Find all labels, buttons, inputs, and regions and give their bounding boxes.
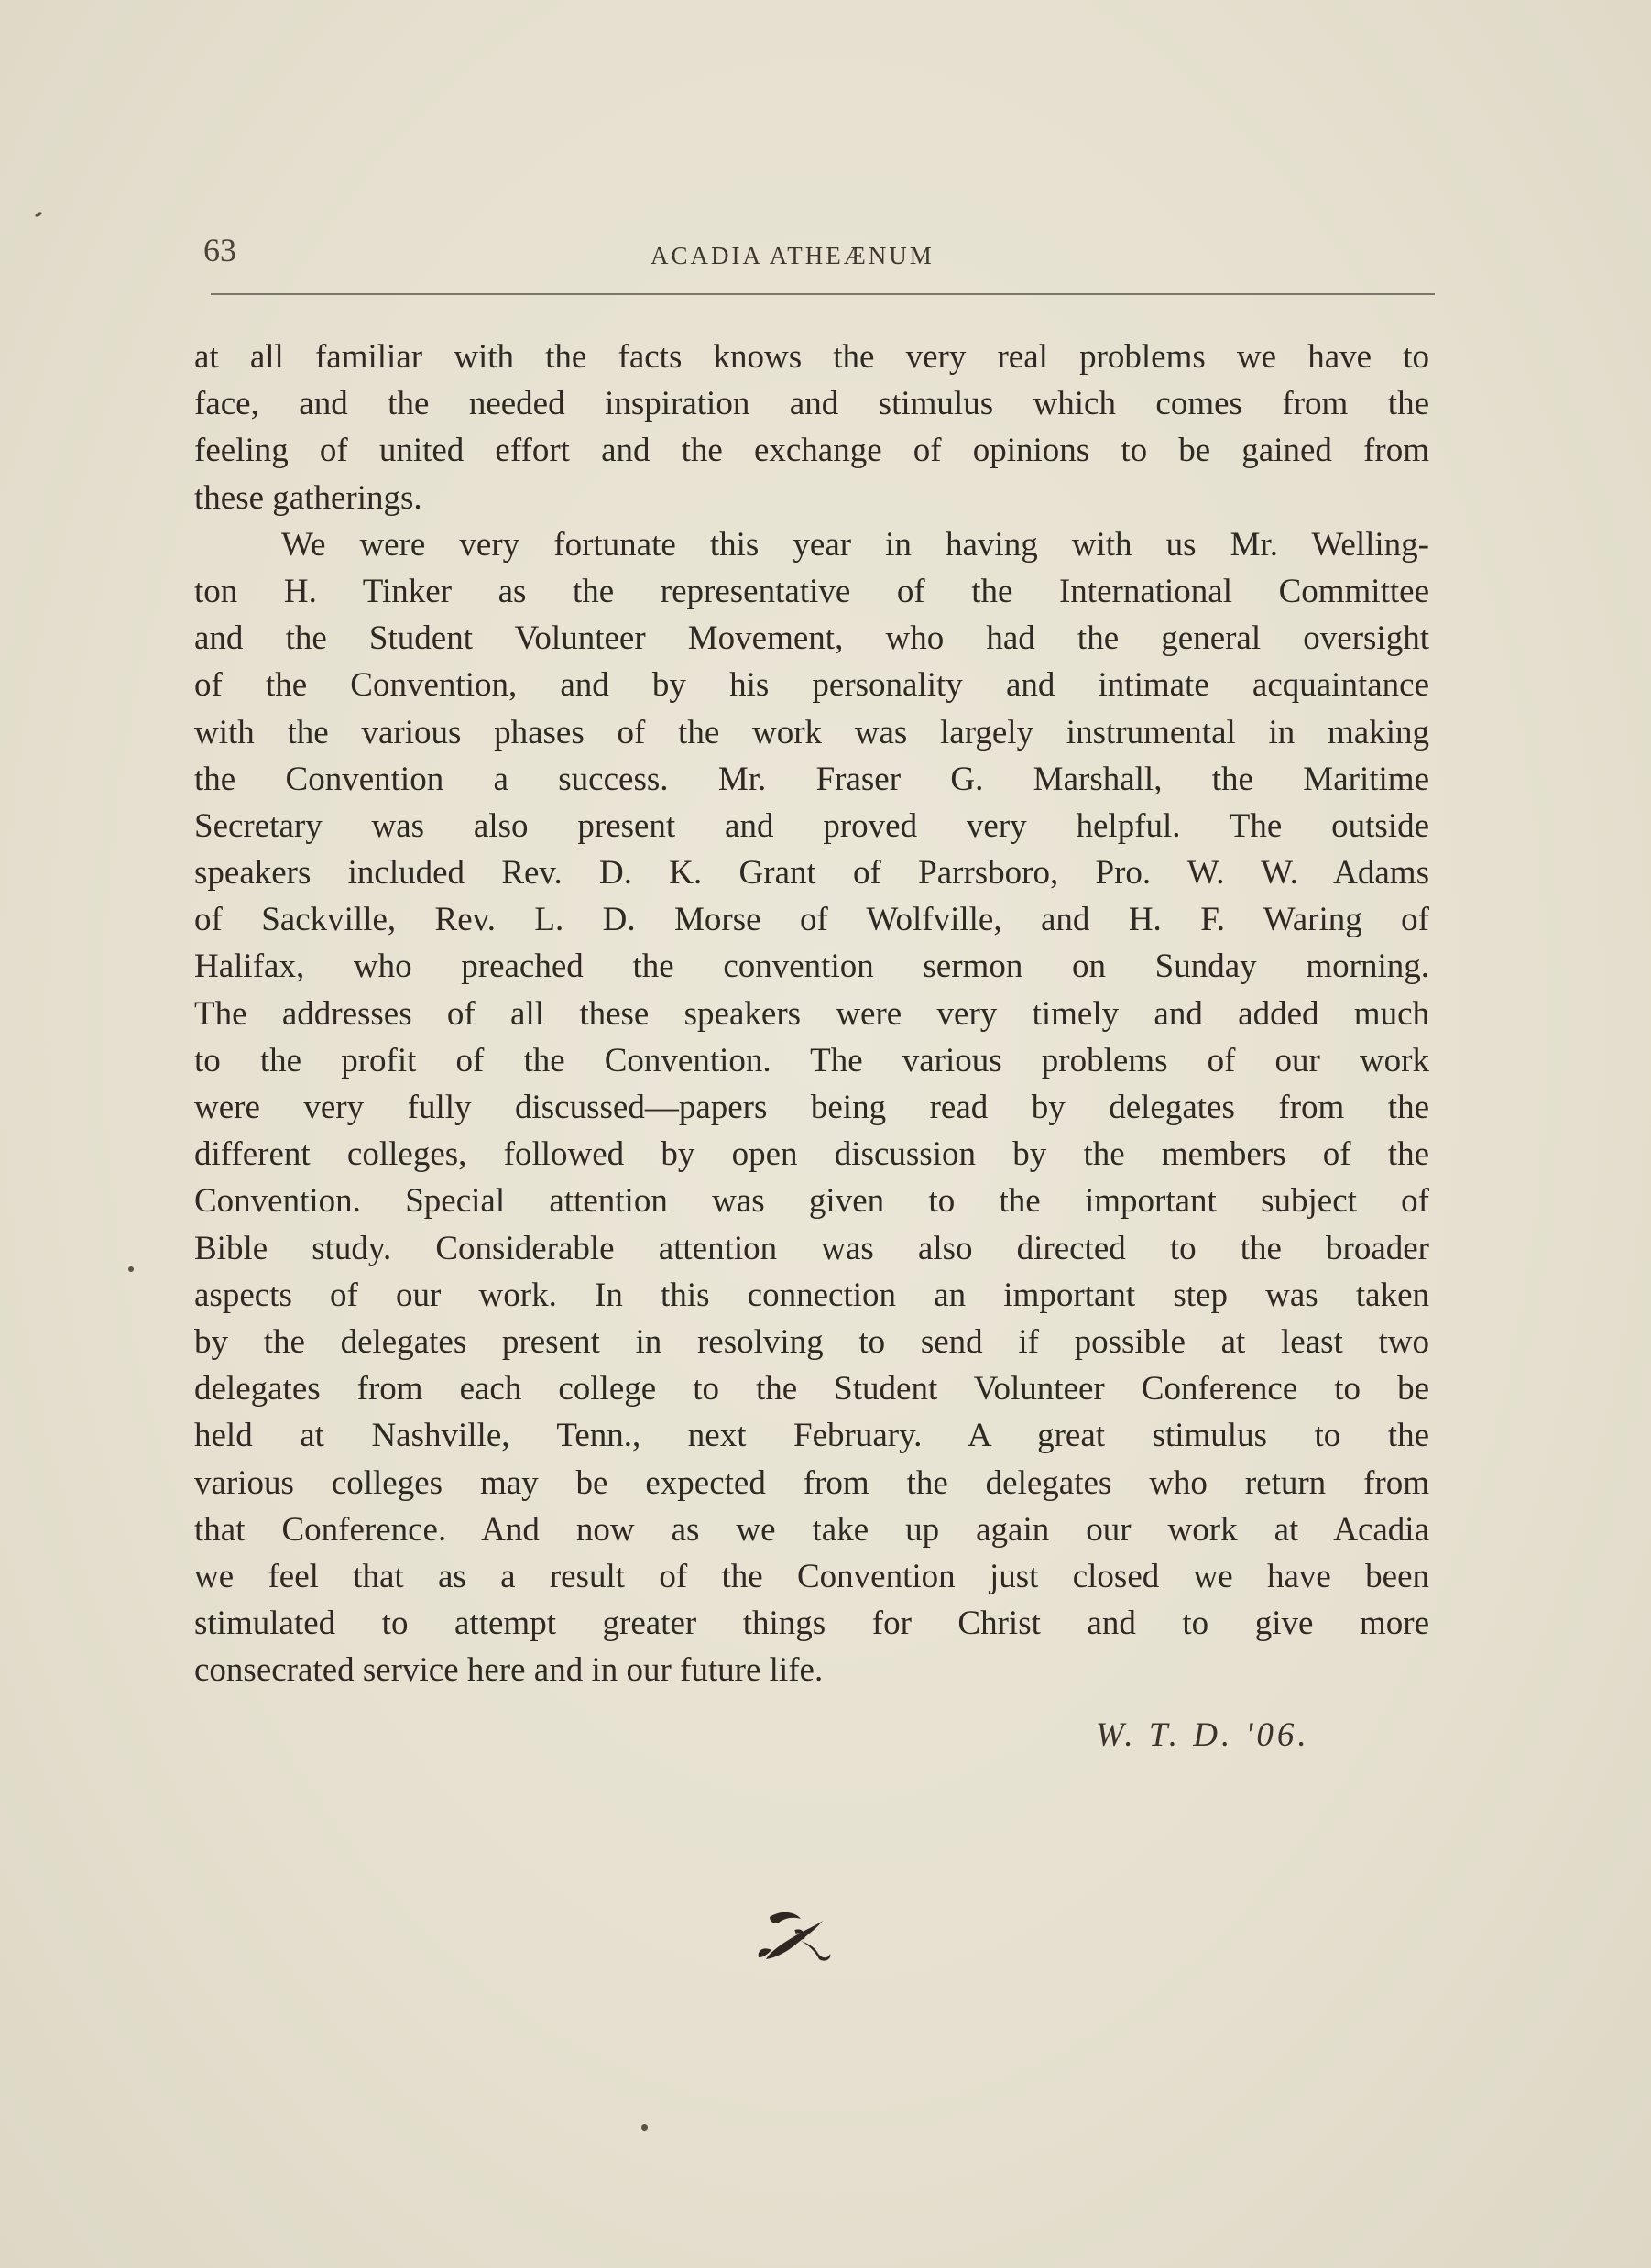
text-line: Secretary was also present and proved very helpful. The outside xyxy=(194,806,1429,845)
text-line: of the Convention, and by his personality and intimate acquaintance xyxy=(194,666,1429,705)
text-line: delegates from each college to the Student Volunteer Conference to be xyxy=(194,1370,1429,1408)
text-line: that Conference. And now as we take up again our work at Acadia xyxy=(194,1510,1429,1549)
author-signature: W. T. D. '06. xyxy=(1096,1716,1310,1754)
text-line: various colleges may be expected from the delegates who return from xyxy=(194,1463,1429,1502)
article-body xyxy=(194,334,1429,1693)
text-line: with the various phases of the work was largely instrumental in making xyxy=(194,713,1429,751)
text-line: We were very fortunate this year in having with us Mr. Welling- xyxy=(281,525,1429,564)
running-title: ACADIA ATHEÆNUM xyxy=(651,242,935,269)
text-line: we feel that as a result of the Convention just closed we have been xyxy=(194,1557,1429,1595)
page-header xyxy=(203,231,1435,286)
text-line: of Sackville, Rev. L. D. Morse of Wolfville, and H. F. Waring of xyxy=(194,901,1429,939)
text-line: stimulated to attempt greater things for Christ and to give more xyxy=(194,1605,1429,1643)
page-number: 63 xyxy=(203,232,236,268)
text-line: face, and the needed inspiration and stimulus which comes from the xyxy=(194,385,1429,423)
text-line: Bible study. Considerable attention was also directed to the broader xyxy=(194,1229,1429,1267)
text-line: Convention. Special attention was given to the important subject of xyxy=(194,1182,1429,1221)
text-line: feeling of united effort and the exchange of opinions to be gained from xyxy=(194,432,1429,470)
text-line: held at Nashville, Tenn., next February. A great stimulus to the xyxy=(194,1417,1429,1455)
print-speck xyxy=(35,211,43,217)
text-line: were very fully discussed—papers being read by delegates from the xyxy=(194,1089,1429,1126)
text-line: the Convention a success. Mr. Fraser G. Marshall, the Maritime xyxy=(194,760,1429,798)
text-line: consecrated service here and in our future life. xyxy=(194,1651,824,1690)
text-line: to the profit of the Convention. The various problems of our work xyxy=(194,1041,1429,1079)
text-line: The addresses of all these speakers were very timely and added much xyxy=(194,994,1429,1033)
text-line: different colleges, followed by open discussion by the members of the xyxy=(194,1135,1429,1174)
text-line: speakers included Rev. D. K. Grant of Parrsboro, Pro. W. W. Adams xyxy=(194,854,1429,893)
text-line: and the Student Volunteer Movement, who had the general oversight xyxy=(194,619,1429,658)
text-line: at all familiar with the facts knows the very real problems we have to xyxy=(194,338,1429,376)
text-line: Halifax, who preached the convention sermon on Sunday morning. xyxy=(194,948,1429,986)
print-speck xyxy=(641,2124,648,2131)
text-line: by the delegates present in resolving to send if possible at least two xyxy=(194,1322,1429,1361)
header-rule xyxy=(211,293,1435,295)
text-line: aspects of our work. In this connection an important step was taken xyxy=(194,1276,1429,1314)
print-speck xyxy=(128,1266,134,1272)
fleuron-ornament-icon xyxy=(749,1904,837,1970)
text-line: these gatherings. xyxy=(194,478,422,517)
text-line: ton H. Tinker as the representative of the International Committee xyxy=(194,572,1429,610)
